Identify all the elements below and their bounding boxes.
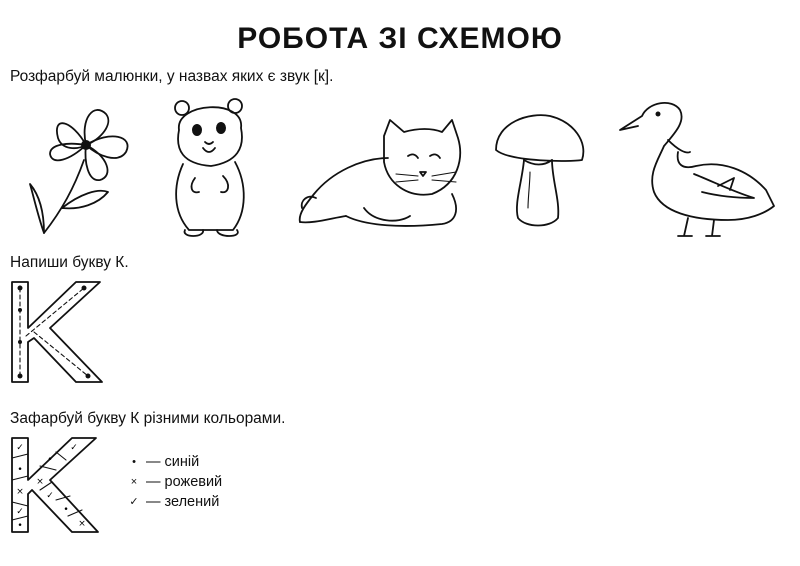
legend-label: — зелений	[146, 494, 220, 510]
svg-text:×: ×	[36, 477, 44, 487]
legend-label: — синій	[146, 454, 200, 470]
svg-text:✓: ✓	[70, 443, 78, 453]
mushroom-icon	[490, 112, 590, 230]
svg-text:×: ×	[78, 519, 86, 529]
flower-icon	[22, 100, 142, 240]
svg-text:×: ×	[16, 487, 24, 497]
svg-text:✓: ✓	[46, 491, 54, 501]
duck-icon	[618, 94, 778, 239]
legend-item-blue	[128, 452, 222, 472]
svg-text:✓: ✓	[16, 443, 24, 453]
check-symbol: ✓	[129, 496, 139, 508]
dot-symbol: •	[132, 456, 136, 468]
svg-text:•: •	[63, 505, 69, 515]
svg-text:•: •	[17, 465, 23, 475]
svg-text:•: •	[47, 455, 53, 465]
legend-item-green	[128, 492, 222, 512]
cross-symbol: ×	[130, 476, 138, 488]
task-write-letter: Напиши букву К.	[10, 254, 129, 271]
letter-k-coloring	[10, 436, 102, 534]
cat-icon	[292, 118, 464, 233]
letter-k-tracing	[10, 280, 110, 384]
svg-text:✓: ✓	[16, 507, 24, 517]
task-color-pictures: Розфарбуй малюнки, у назвах яких є звук [к].	[10, 68, 334, 85]
color-legend	[128, 452, 222, 512]
legend-label: — рожевий	[146, 474, 223, 490]
legend-item-pink	[128, 472, 222, 492]
hamster-icon	[165, 96, 260, 241]
task-color-letter: Зафарбуй букву К різними кольорами.	[10, 410, 286, 427]
svg-text:•: •	[17, 521, 23, 531]
page-title: РОБОТА ЗІ СХЕМОЮ	[237, 22, 563, 55]
